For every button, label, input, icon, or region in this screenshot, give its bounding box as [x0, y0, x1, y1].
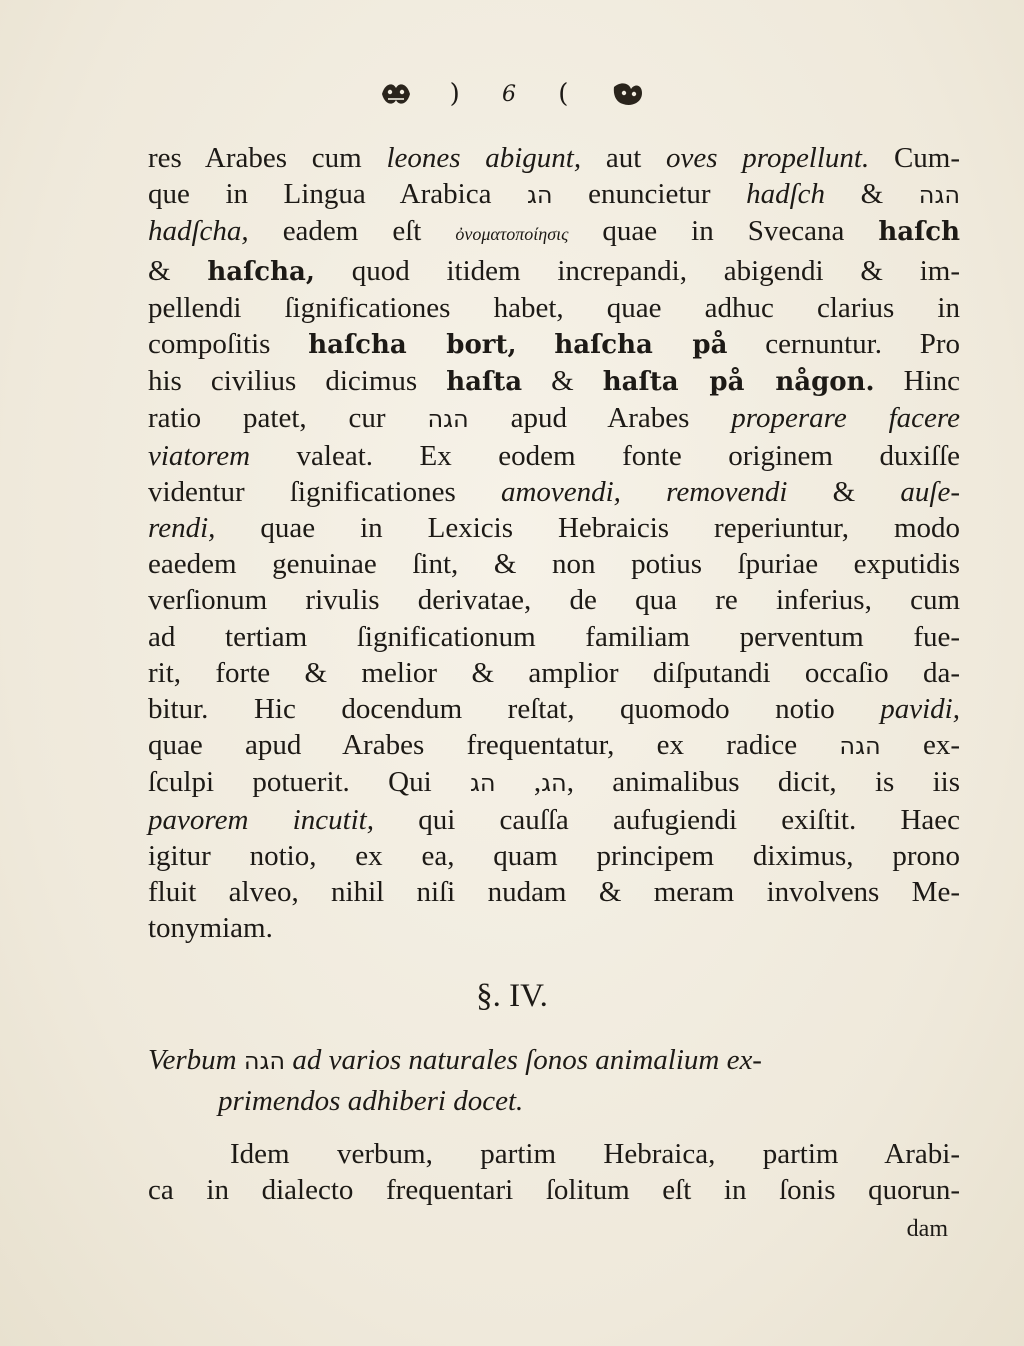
catchword: dam: [906, 1216, 948, 1242]
italic-run: leones abigunt,: [386, 142, 582, 174]
text-run: compoſitis: [148, 328, 309, 361]
summary-hebrew: הגה: [243, 1047, 286, 1075]
text-line: [148, 474, 960, 510]
text-line: [148, 363, 960, 400]
text-run: ,: [495, 766, 542, 799]
text-run: Hinc: [874, 365, 961, 398]
italic-run: hadſcha,: [148, 215, 249, 248]
text-line: [148, 546, 960, 582]
text-run: &: [825, 178, 919, 211]
para2-line-2: ca in dialecto frequentari ſolitum eſt in ſonis quorun-: [148, 1174, 960, 1206]
text-run: rit, forte & melior & amplior diſputandi occaſio da-: [148, 656, 960, 689]
section-heading: §. IV.: [476, 978, 548, 1014]
italic-run: removendi: [666, 475, 788, 508]
para2-line-1: Idem verbum, partim Hebraica, partim Arabi-: [230, 1138, 960, 1170]
hebrew-run: הג: [469, 769, 496, 798]
text-line: [148, 838, 960, 874]
summary-line-2: primendos adhiberi docet.: [218, 1085, 524, 1117]
blackletter-run: haſch: [878, 217, 960, 248]
text-line: [148, 290, 960, 326]
text-run: qui cauſſa aufugiendi exiſtit. Haec: [374, 803, 961, 836]
text-line: [148, 874, 960, 910]
left-ornament-icon: [379, 79, 413, 109]
second-paragraph: [148, 1136, 960, 1208]
text-line: [148, 727, 960, 764]
text-run: tonymiam.: [148, 912, 273, 945]
text-run: , animalibus dicit, is iis: [566, 766, 961, 799]
text-run: valeat. Ex eodem fonte originem duxiſſe: [250, 439, 960, 472]
text-run: eadem eſt: [248, 215, 456, 248]
section-summary: [148, 1040, 960, 1121]
text-run: &: [522, 365, 603, 398]
text-run: quae apud Arabes frequentatur, ex radice: [148, 729, 840, 762]
text-run: ex-: [880, 729, 960, 762]
text-run: enuncietur: [552, 178, 747, 211]
text-run: his civilius dicimus: [148, 365, 447, 398]
text-line: [148, 213, 960, 252]
blackletter-run: haſcha bort,: [308, 330, 517, 361]
text-line: [148, 438, 960, 474]
page-number: 6: [502, 82, 522, 107]
text-run: [621, 476, 666, 508]
text-run: ad tertiam ſignificationum familiam perventum fue-: [148, 620, 960, 653]
text-line: [148, 582, 960, 618]
italic-run: oves propellunt.: [665, 142, 870, 174]
text-run: que in Lingua Arabica: [148, 178, 528, 211]
hebrew-run: הג: [541, 769, 567, 798]
text-run: res Arabes cum: [148, 142, 387, 174]
hebrew-run: הגה: [839, 732, 881, 761]
text-run: igitur notio, ex ea, quam principem diximus, prono: [148, 839, 960, 872]
text-line: [148, 176, 960, 213]
italic-run: amovendi,: [500, 475, 621, 508]
italic-run: viatorem: [148, 439, 251, 472]
italic-run: pavidi,: [880, 693, 960, 726]
text-line: [148, 253, 960, 290]
text-run: quod itidem increpandi, abigendi & im-: [314, 254, 960, 287]
text-line: [148, 326, 960, 363]
main-paragraph: [148, 140, 960, 946]
text-run: quae in Svecana: [568, 215, 879, 248]
running-header: [0, 78, 1024, 109]
blackletter-run: haſcha,: [207, 256, 315, 287]
text-line: [148, 140, 960, 176]
text-run: Cum-: [869, 142, 961, 174]
text-run: &: [148, 254, 208, 287]
left-bracket: ): [449, 79, 466, 109]
text-run: quae in Lexicis Hebraicis reperiuntur, modo: [215, 512, 960, 545]
text-line: [148, 691, 960, 727]
text-run: pellendi ſignificationes habet, quae adhuc clarius in: [148, 291, 960, 324]
right-ornament-icon: [611, 79, 645, 109]
text-line: [148, 655, 960, 691]
text-run: ſculpi potuerit. Qui: [148, 766, 470, 799]
text-line: [148, 510, 960, 546]
text-line: [148, 400, 960, 437]
italic-run: properare facere: [731, 402, 960, 435]
text-run: fluit alveo, nihil niſi nudam & meram involvens Me-: [148, 876, 960, 909]
blackletter-run: haſta på någon.: [602, 367, 875, 398]
hebrew-run: הגה: [918, 181, 961, 210]
greek-run: ὀνοματοποίησις: [455, 224, 569, 245]
text-run: verſionum rivulis derivatae, de qua re inferius, cum: [148, 584, 960, 617]
hebrew-run: הג: [527, 181, 553, 210]
text-run: ratio patet, cur: [148, 402, 428, 435]
blackletter-run: haſcha på: [554, 330, 728, 361]
text-run: cernuntur. Pro: [727, 328, 960, 361]
text-run: [517, 328, 555, 360]
text-line: [148, 764, 960, 801]
blackletter-run: haſta: [446, 367, 523, 398]
text-run: apud Arabes: [468, 402, 732, 435]
italic-run: auſe-: [900, 475, 961, 508]
italic-run: hadſch: [746, 178, 826, 211]
hebrew-run: הגה: [427, 405, 469, 434]
text-line: [148, 619, 960, 655]
text-run: aut: [581, 142, 666, 174]
right-bracket: (: [558, 79, 575, 109]
summary-line-1: Verbum הגה ad varios naturales ſonos animalium ex-: [148, 1044, 762, 1076]
text-run: bitur. Hic docendum reſtat, quomodo notio: [148, 693, 881, 726]
text-line: [148, 802, 960, 838]
text-run: videntur ſignificationes: [148, 475, 501, 508]
italic-run: pavorem incutit,: [148, 803, 374, 836]
text-run: eaedem genuinae ſint, & non potius ſpuriae exputidis: [148, 548, 960, 581]
italic-run: rendi,: [148, 512, 216, 545]
text-run: &: [787, 475, 901, 508]
text-line: [148, 910, 960, 946]
